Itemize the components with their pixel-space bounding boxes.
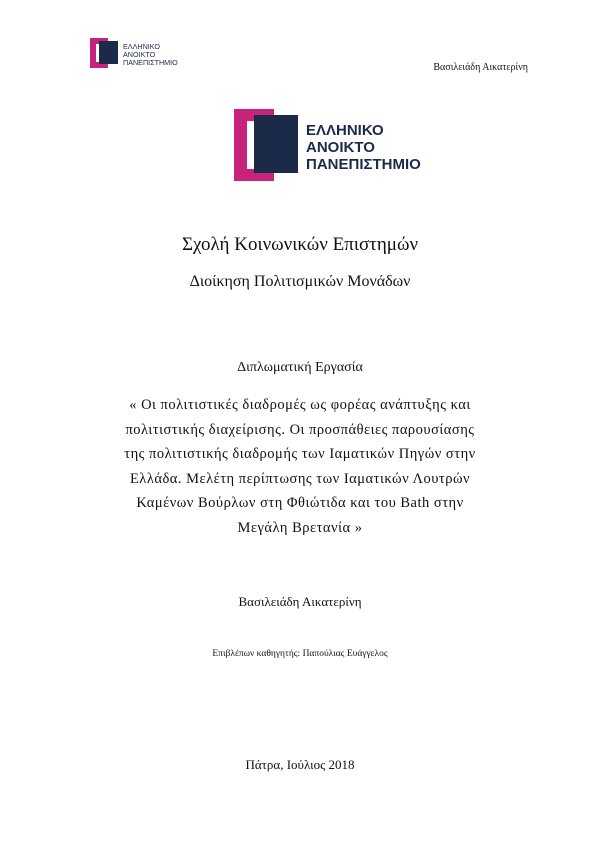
header-author: Βασιλειάδη Αικατερίνη [433, 62, 528, 73]
title-line: Καμένων Βούρλων στη Φθιώτιδα και του Bath στην [136, 495, 464, 511]
logo-line-3: ΠΑΝΕΠΙΣΤΗΜΙΟ [123, 57, 178, 67]
university-emblem-icon [90, 38, 120, 68]
author-name: Βασιλειάδη Αικατερίνη [238, 594, 362, 609]
logo-line-1: ΕΛΛΗΝΙΚΟ [306, 122, 384, 139]
logo-line-3: ΠΑΝΕΠΙΣΤΗΜΙΟ [306, 155, 421, 173]
supervisor-line: Επιβλέπων καθηγητής: Παπούλιας Ευάγγελος [212, 649, 388, 659]
logo-line-1: ΕΛΛΗΝΙΚΟ [123, 42, 160, 51]
place-and-date: Πάτρα, Ιούλιος 2018 [245, 757, 355, 772]
thesis-title [100, 393, 500, 540]
title-line: της πολιτιστικής διαδρομής των Ιαματικών Πηγών στην [124, 446, 476, 462]
university-logo-large [234, 109, 421, 181]
title-line: Μεγάλη Βρετανία » [237, 519, 363, 536]
logo-line-2: ΑΝΟΙΚΤΟ [306, 138, 375, 156]
school-name: Σχολή Κοινωνικών Επιστημών [181, 234, 419, 255]
title-line: « Οι πολιτιστικές διαδρομές ως φορέας ανάπτυξης και [129, 397, 471, 413]
program-name: Διοίκηση Πολιτισμικών Μονάδων [189, 273, 411, 290]
logo-line-2: ΑΝΟΙΚΤΟ [123, 49, 156, 59]
title-line: πολιτιστικής διαχείρισης. Οι προσπάθειες παρουσίασης [125, 421, 475, 438]
university-emblem-icon [234, 109, 300, 181]
document-type: Διπλωματική Εργασία [237, 360, 363, 375]
university-logo-small [90, 38, 178, 68]
title-line: Ελλάδα. Μελέτη περίπτωσης των Ιαματικών Λουτρών [129, 470, 471, 487]
